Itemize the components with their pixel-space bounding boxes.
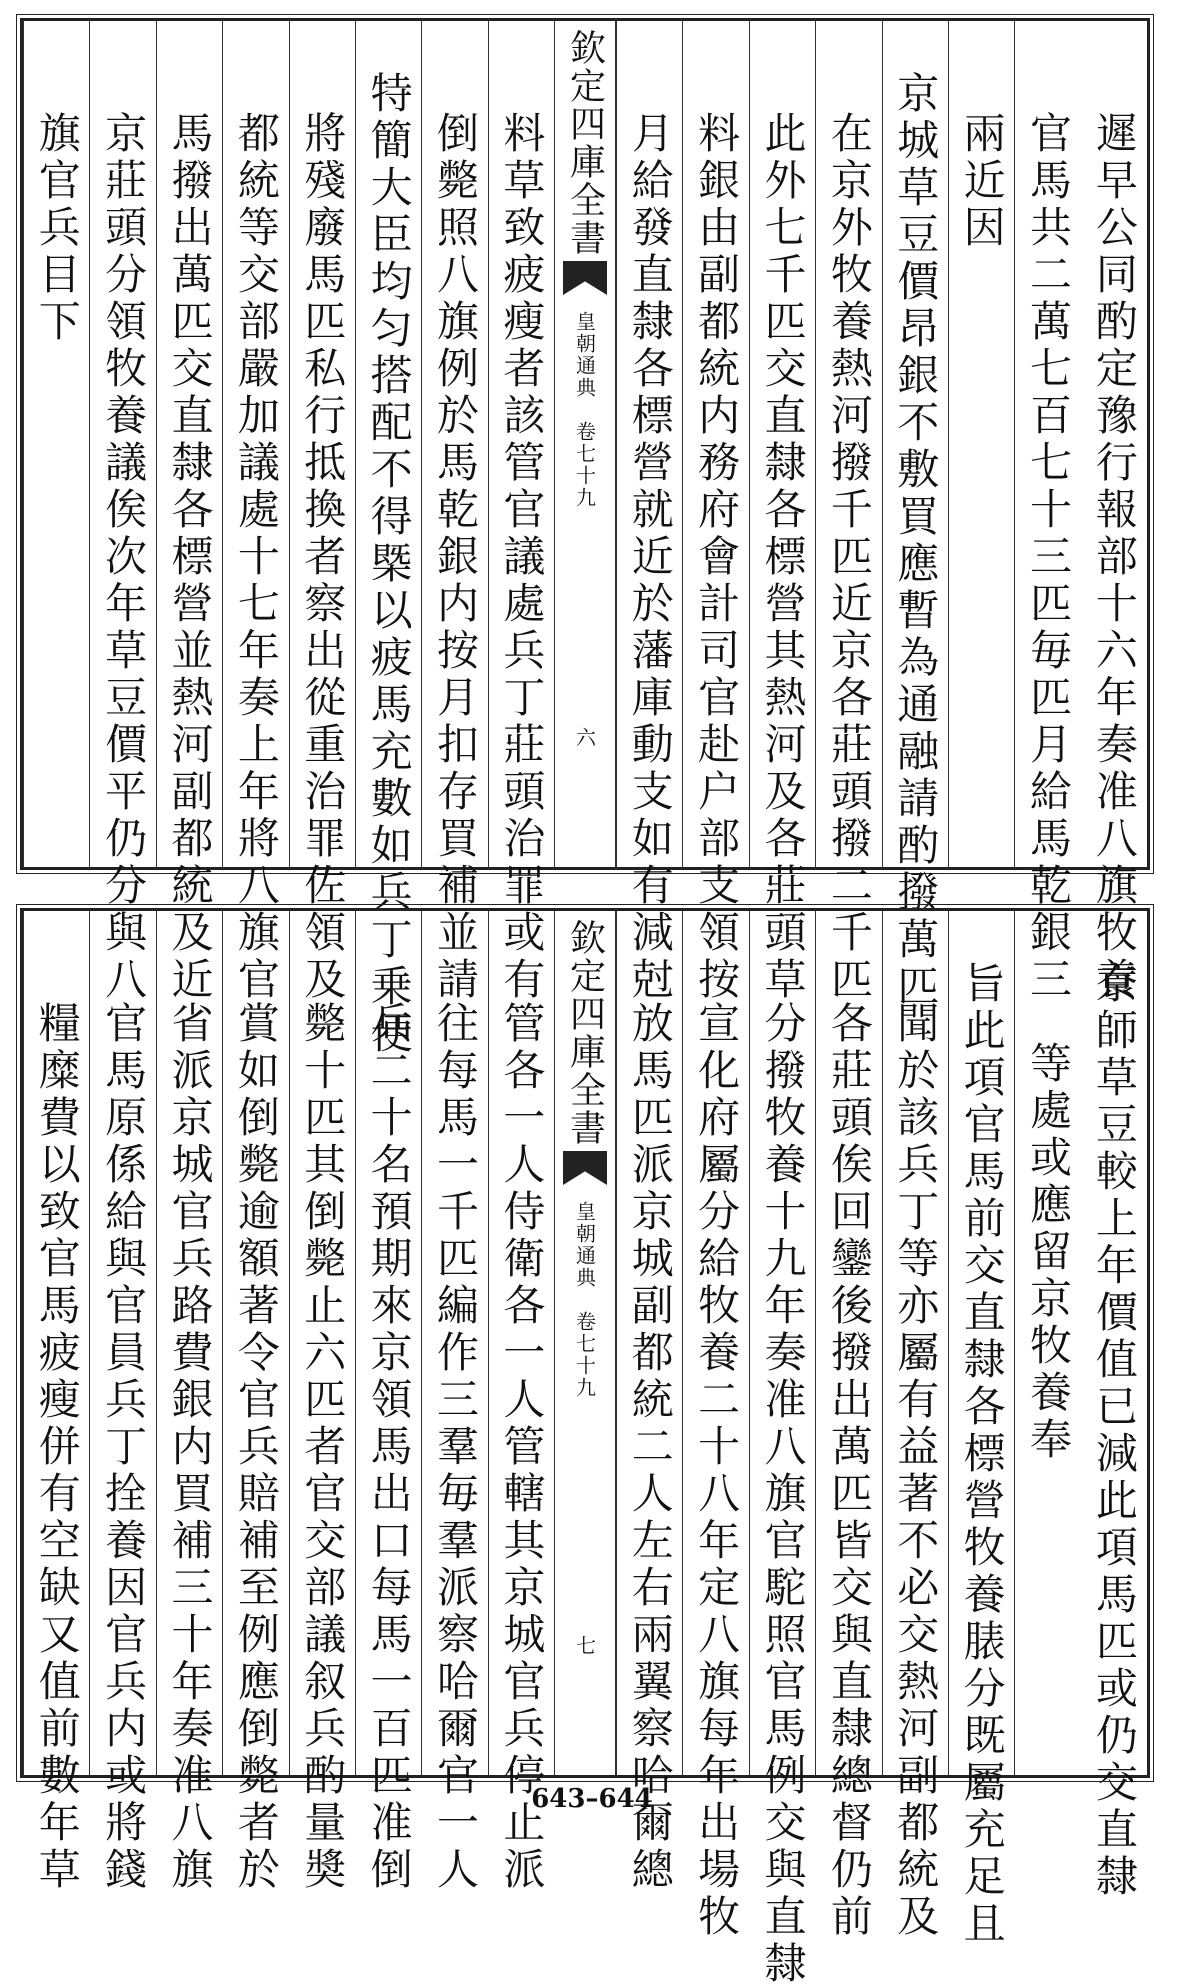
text-column	[815, 21, 881, 1004]
column-text: 官馬共二萬七百七十三匹毎匹月給馬乾銀三	[1023, 111, 1073, 1004]
column-text: 特簡大臣均匀搭配不得槩以疲馬充數如兵丁乗便	[364, 71, 414, 1058]
column-text: 京莊頭分領牧養議俟次年草豆價平仍分與八	[99, 111, 149, 1004]
column-text: 月給發直隸各標營就近於藩庫動支如有減尅	[625, 111, 675, 1004]
text-column	[488, 911, 554, 1894]
column-text: 京城草豆價昂銀不敷買應暫為通融請酌撥萬匹	[891, 71, 941, 1011]
column-text: 京師草豆較上年價值已減此項馬匹或仍交直隸	[1089, 961, 1139, 1901]
column-text: 省派京城官兵路費銀内買補三十年奏准八旗	[165, 1001, 215, 1894]
column-text: 糧糜費以致官馬疲瘦併有空缺又值前數年草	[32, 1001, 82, 1894]
text-column	[89, 21, 155, 1004]
text-column	[749, 911, 815, 1988]
text-column	[222, 21, 288, 1004]
column-text: 賞如倒斃逾額著令官兵賠補至例應倒斃者於	[231, 1001, 281, 1894]
text-column	[23, 911, 89, 1894]
column-text: 兩近因	[957, 111, 1007, 252]
column-text: 倒斃照八旗例於馬乾銀内按月扣存買補並請	[430, 111, 480, 1004]
column-text: 料草致疲瘦者該管官議處兵丁莊頭治罪或有	[497, 111, 547, 1004]
center-fold-column	[554, 21, 616, 867]
header-title: 欽定四庫全書	[564, 919, 606, 1147]
text-column	[355, 911, 421, 1894]
text-column	[682, 21, 748, 1004]
fishtail-mark	[563, 261, 607, 295]
text-column	[355, 21, 421, 1058]
column-text: 將殘廢馬匹私行抵換者察出從重治罪佐領及	[298, 111, 348, 1004]
column-text: 遲早公同酌定豫行報部十六年奏准八旗牧養	[1089, 111, 1139, 1004]
header-subtitle: 皇朝通典 卷七十九	[572, 1201, 597, 1399]
fishtail-mark	[563, 1151, 607, 1185]
header-subtitle: 皇朝通典 卷七十九	[572, 311, 597, 509]
column-text: 官馬原係給與官員兵丁拴養因官兵内或將錢	[99, 1001, 149, 1894]
column-text: 往每馬一千匹編作三羣毎羣派察哈爾官一人	[430, 1001, 480, 1894]
column-text: 斃十匹其倒斃止六匹者官交部議叙兵酌量奬	[298, 1001, 348, 1894]
text-column	[815, 911, 881, 1941]
text-column	[421, 911, 487, 1894]
column-text: 在京外牧養熱河撥千匹近京各莊頭撥二千匹	[824, 111, 874, 1004]
text-column	[222, 911, 288, 1894]
column-text: 此外七千匹交直隸各標營其熱河及各莊頭草	[758, 111, 808, 1004]
text-column	[1081, 21, 1147, 1004]
column-text: 宣化府屬分給牧養二十八年定八旗每年出場牧	[692, 1001, 742, 1941]
header-title: 欽定四庫全書	[564, 29, 606, 257]
column-text: 馬撥出萬匹交直隸各標營並熱河副都統及近	[165, 111, 215, 1004]
text-column	[682, 911, 748, 1941]
column-text: 旨此項官馬前交直隸各標營牧養脿分既屬充足且	[957, 961, 1007, 1948]
text-column	[289, 911, 355, 1894]
column-text: 放馬匹派京城副都統二人左右兩翼察哈爾總	[625, 1001, 675, 1894]
text-column	[1014, 911, 1080, 1775]
column-text: 都統等交部嚴加議處十七年奏上年將八旗官	[231, 111, 281, 1004]
column-text: 分撥牧養十九年奏准八旗官駝照官馬例交與直隸	[758, 1001, 808, 1988]
text-column	[23, 21, 89, 867]
text-column	[1081, 911, 1147, 1901]
text-column	[421, 21, 487, 1004]
page-number: 643–644	[531, 1784, 653, 1814]
text-column	[616, 21, 682, 1004]
text-column	[749, 21, 815, 1004]
column-text: 兵二十名預期來京領馬出口每馬一百匹准倒	[364, 1001, 414, 1894]
page-panel-top	[20, 18, 1150, 1058]
folio-marker: 七	[572, 1635, 597, 1655]
text-column	[156, 21, 222, 1004]
text-column	[289, 21, 355, 1004]
text-column	[616, 911, 682, 1894]
text-column	[948, 911, 1014, 1948]
text-column	[488, 21, 554, 1004]
column-text: 料銀由副都統内務府會計司官赴户部支領按	[692, 111, 742, 1004]
column-text: 聞於該兵丁等亦屬有益著不必交熱河副都統及	[891, 1001, 941, 1941]
column-text: 等處或應留京牧養奉	[1023, 1041, 1073, 1464]
column-text: 各莊頭俟回鑾後撥出萬匹皆交與直隸總督仍前	[824, 1001, 874, 1941]
text-column	[89, 911, 155, 1894]
column-text: 管各一人侍衛各一人管轄其京城官兵停止派	[497, 1001, 547, 1894]
column-text: 旗官兵目下	[32, 111, 82, 346]
text-column	[1014, 21, 1080, 1004]
folio-marker: 六	[572, 727, 597, 747]
text-column	[882, 21, 948, 1011]
text-column	[156, 911, 222, 1894]
text-column	[948, 21, 1014, 867]
center-fold-column	[554, 911, 616, 1775]
text-column	[882, 911, 948, 1941]
